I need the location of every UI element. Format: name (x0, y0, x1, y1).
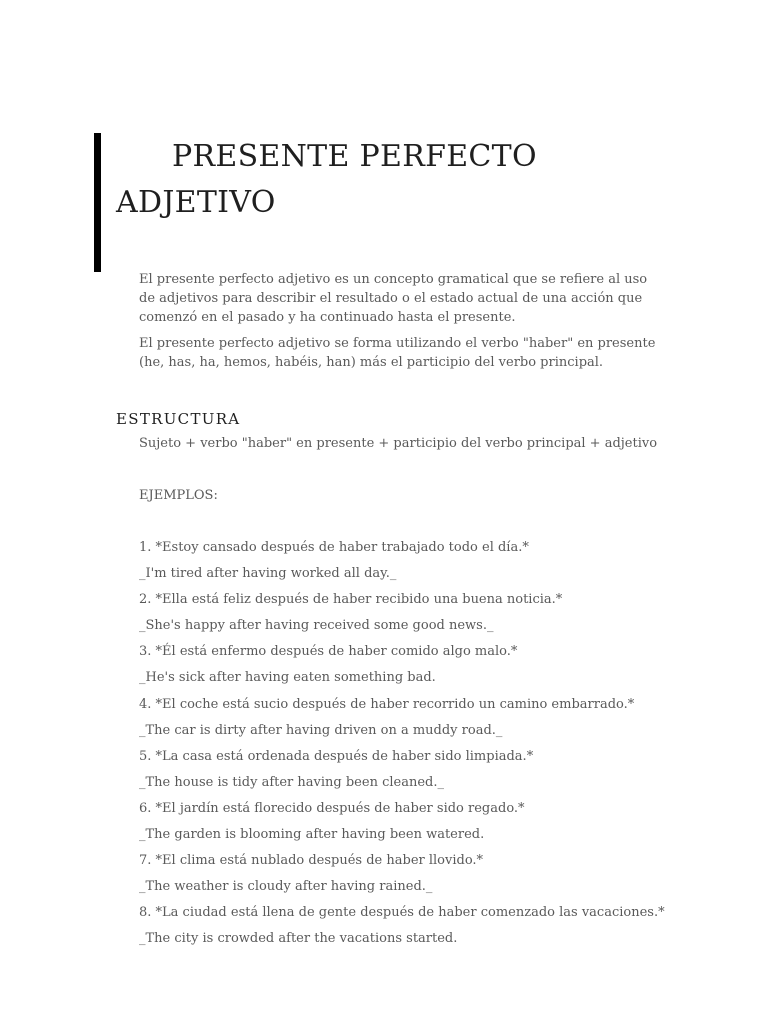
example-english: _I'm tired after having worked all day._ (139, 566, 397, 582)
example-spanish: 8. *La ciudad está llena de gente después de haber comenzado las vacaciones.* (139, 905, 665, 921)
examples-label: EJEMPLOS: (139, 488, 218, 503)
example-english: _The garden is blooming after having been watered. (139, 827, 485, 843)
intro-section (139, 270, 659, 379)
intro-paragraph: El presente perfecto adjetivo se forma utilizando el verbo "haber" en presente (he, has, ha, hemos, habéis, han) más el participio del verbo principal. (139, 336, 656, 370)
example-english: _The house is tidy after having been cleaned._ (139, 774, 444, 790)
page-title-line-1: PRESENTE PERFECTO (172, 139, 537, 174)
structure-heading: ESTRUCTURA (116, 410, 241, 428)
example-spanish: 7. *El clima está nublado después de haber llovido.* (139, 853, 484, 869)
example-spanish: 4. *El coche está sucio después de haber recorrido un camino embarrado.* (139, 696, 635, 712)
examples-list (139, 538, 699, 956)
structure-formula: Sujeto + verbo "haber" en presente + participio del verbo principal + adjetivo (139, 436, 658, 451)
example-spanish: 2. *Ella está feliz después de haber recibido una buena noticia.* (139, 592, 563, 608)
example-english: _The city is crowded after the vacations started. (139, 931, 458, 947)
example-english: _She's happy after having received some good news._ (139, 618, 494, 634)
example-english: _The car is dirty after having driven on a muddy road._ (139, 722, 503, 738)
intro-paragraph: El presente perfecto adjetivo es un concepto gramatical que se refiere al uso de adjetivos para describir el resultado o el estado actual de una acción que comenzó en el pasado y ha continuado hasta el presente. (139, 272, 648, 325)
example-english: _He's sick after having eaten something bad. (139, 670, 436, 686)
title-accent-bar (94, 133, 101, 272)
example-english: _The weather is cloudy after having rained._ (139, 879, 433, 895)
example-spanish: 5. *La casa está ordenada después de haber sido limpiada.* (139, 748, 534, 764)
example-spanish: 1. *Estoy cansado después de haber trabajado todo el día.* (139, 540, 529, 555)
example-spanish: 3. *Él está enfermo después de haber comido algo malo.* (139, 644, 518, 660)
example-spanish: 6. *El jardín está florecido después de haber sido regado.* (139, 800, 525, 816)
page-title (116, 134, 676, 226)
page-title-line-2: ADJETIVO (116, 185, 276, 220)
